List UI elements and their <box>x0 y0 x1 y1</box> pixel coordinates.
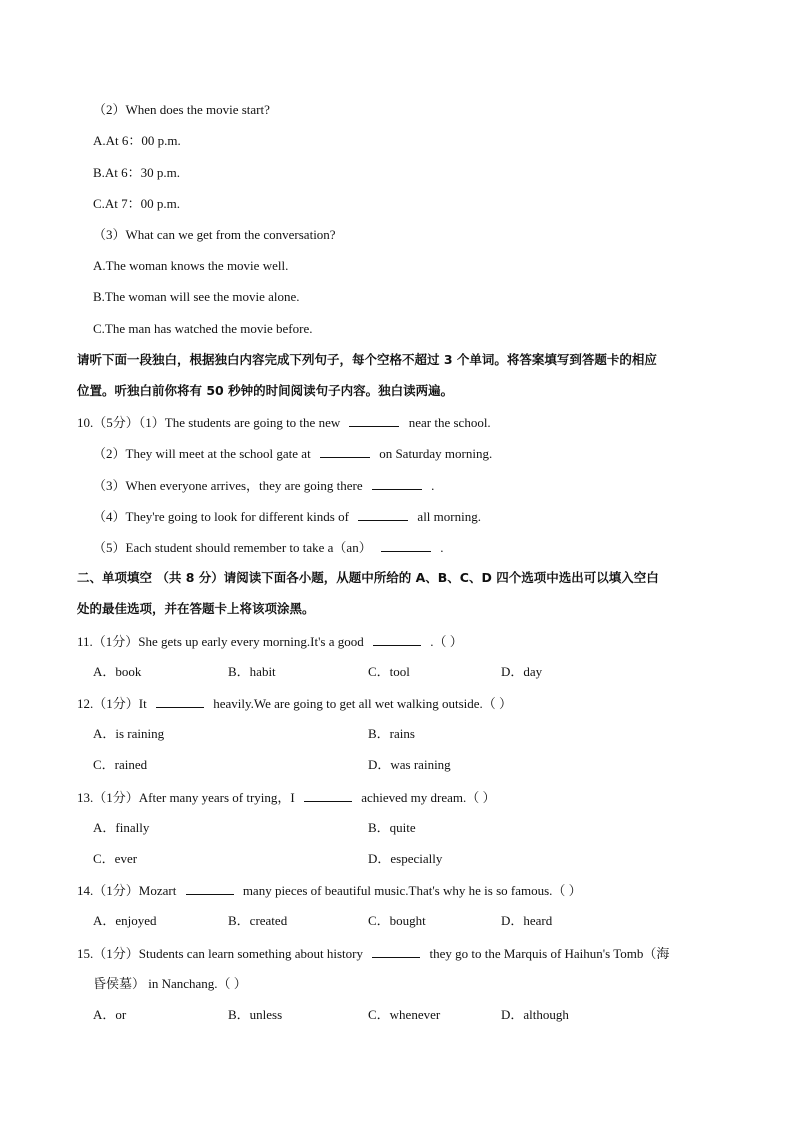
sentence-4-prefix: （4）They're going to look for different kinds of <box>93 509 349 524</box>
sentence-1-suffix: near the school. <box>408 415 491 430</box>
option-2a: A.At 6：00 p.m. <box>93 133 181 148</box>
option-15d[interactable]: D．although <box>501 1007 569 1022</box>
section-2-instructions-line2: 处的最佳选项，并在答题卡上将该项涂黑。 <box>77 601 315 616</box>
stem-prefix: She gets up early every morning.It's a good <box>138 634 364 649</box>
question-14-stem <box>77 882 582 899</box>
question-10-line5 <box>93 539 443 556</box>
option-12d[interactable]: D．was raining <box>368 757 451 772</box>
stem-suffix: .（ ） <box>430 634 463 649</box>
answer-blank[interactable] <box>304 789 352 802</box>
option-12c[interactable]: C．rained <box>93 757 148 772</box>
option-13b[interactable]: B．quite <box>368 820 416 835</box>
option-12a[interactable]: A．is raining <box>93 726 165 741</box>
stem-suffix: many pieces of beautiful music.That's why he is so famous.（ ） <box>242 883 582 898</box>
question-number: 15.（1分） <box>77 946 139 961</box>
question-10-line3 <box>93 477 434 494</box>
section-2-instructions-line1: 二、单项填空 （共 8 分）请阅读下面各小题，从题中所给的 A、B、C、D 四个选项中选出可以填入空白 <box>77 570 659 585</box>
option-13d[interactable]: D．especially <box>368 851 443 866</box>
option-14b[interactable]: B．created <box>228 913 288 928</box>
sentence-4-suffix: all morning. <box>417 509 481 524</box>
question-number: 14.（1分） <box>77 883 139 898</box>
question-number: 11.（1分） <box>77 634 139 649</box>
option-15c[interactable]: C．whenever <box>368 1007 441 1022</box>
option-14d[interactable]: D．heard <box>501 913 553 928</box>
option-11b[interactable]: B．habit <box>228 664 276 679</box>
answer-blank[interactable] <box>373 633 421 646</box>
question-10-line1 <box>77 414 491 431</box>
answer-blank[interactable] <box>372 477 422 490</box>
answer-blank[interactable] <box>349 414 399 427</box>
option-13c[interactable]: C．ever <box>93 851 138 866</box>
answer-blank[interactable] <box>156 695 204 708</box>
question-number: 12.（1分） <box>77 696 139 711</box>
option-11c[interactable]: C．tool <box>368 664 410 679</box>
option-14a[interactable]: A．enjoyed <box>93 913 157 928</box>
stem-suffix: heavily.We are going to get all wet walking outside.（ ） <box>213 696 513 711</box>
question-number: 10.（5分） <box>77 415 139 430</box>
question-10-line2 <box>93 445 492 462</box>
stem-prefix: After many years of trying，I <box>138 790 295 805</box>
option-11d[interactable]: D．day <box>501 664 543 679</box>
question-number: 13.（1分） <box>77 790 139 805</box>
question-10-line4 <box>93 508 481 525</box>
answer-blank[interactable] <box>358 508 408 521</box>
answer-blank[interactable] <box>320 445 370 458</box>
option-15a[interactable]: A．or <box>93 1007 127 1022</box>
question-2-stem: （2）When does the movie start? <box>93 102 270 117</box>
option-13a[interactable]: A．finally <box>93 820 150 835</box>
sentence-3-prefix: （3）When everyone arrives，they are going there <box>93 478 363 493</box>
option-15b[interactable]: B．unless <box>228 1007 283 1022</box>
answer-blank[interactable] <box>186 882 234 895</box>
option-2b: B.At 6：30 p.m. <box>93 165 181 180</box>
monologue-instructions-line1: 请听下面一段独白，根据独白内容完成下列句子，每个空格不超过 3 个单词。将答案填写到答题卡的相应 <box>77 352 657 367</box>
question-15-stem <box>77 945 669 962</box>
option-12b[interactable]: B．rains <box>368 726 415 741</box>
question-12-stem <box>77 695 512 712</box>
answer-blank[interactable] <box>372 945 420 958</box>
stem-suffix: achieved my dream.（ ） <box>361 790 496 805</box>
monologue-instructions-line2: 位置。听独白前你将有 50 秒钟的时间阅读句子内容。独白读两遍。 <box>77 383 454 398</box>
stem-prefix: Mozart <box>138 883 177 898</box>
question-13-stem <box>77 789 496 806</box>
option-3c: C.The man has watched the movie before. <box>93 321 313 336</box>
stem-prefix: It <box>138 696 147 711</box>
question-15-stem-continued: 昏侯墓） in Nanchang.（ ） <box>93 976 247 991</box>
option-14c[interactable]: C．bought <box>368 913 426 928</box>
question-3-stem: （3）What can we get from the conversation? <box>93 227 336 242</box>
sentence-5-prefix: （5）Each student should remember to take a（an） <box>93 540 372 555</box>
question-11-stem <box>77 633 463 650</box>
answer-blank[interactable] <box>381 539 431 552</box>
option-11a[interactable]: A．book <box>93 664 142 679</box>
sentence-3-suffix: . <box>431 478 435 493</box>
option-2c: C.At 7：00 p.m. <box>93 196 181 211</box>
sentence-2-prefix: （2）They will meet at the school gate at <box>93 446 311 461</box>
option-3b: B.The woman will see the movie alone. <box>93 289 300 304</box>
stem-prefix: Students can learn something about history <box>138 946 363 961</box>
sentence-1-prefix: （1）The students are going to the new <box>138 415 341 430</box>
option-3a: A.The woman knows the movie well. <box>93 258 289 273</box>
sentence-2-suffix: on Saturday morning. <box>379 446 493 461</box>
sentence-5-suffix: . <box>440 540 444 555</box>
stem-suffix: they go to the Marquis of Haihun's Tomb（海 <box>429 946 670 961</box>
